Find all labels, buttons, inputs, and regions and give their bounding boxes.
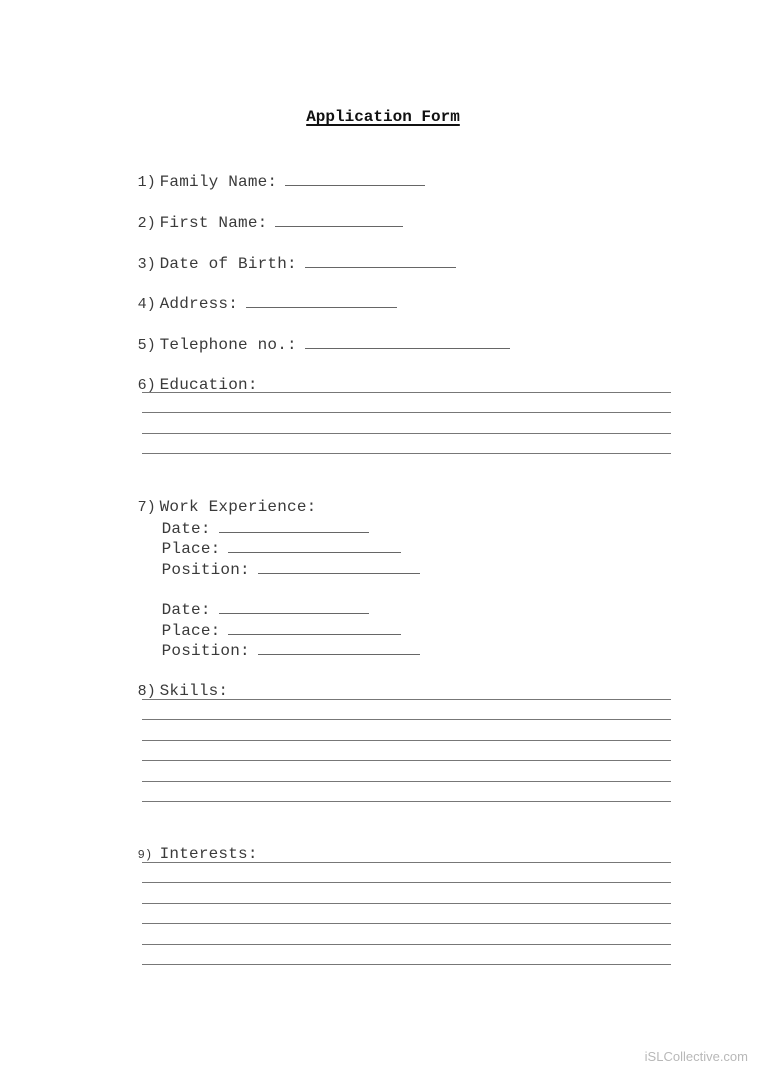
item-number: 9) <box>137 848 153 862</box>
item-number: 1) <box>137 174 157 191</box>
address-blank[interactable] <box>246 293 397 308</box>
item-number: 7) <box>137 499 157 516</box>
first-name-blank[interactable] <box>275 212 403 227</box>
dob-label: Date of Birth: <box>159 255 297 273</box>
work-position-label: Position: <box>161 561 250 579</box>
skills-line[interactable] <box>142 740 671 741</box>
item-number: 6) <box>137 377 157 394</box>
item-number: 4) <box>137 296 157 313</box>
item-number: 3) <box>137 256 157 273</box>
page-title: Application Form <box>306 108 460 126</box>
telephone-label: Telephone no.: <box>159 336 297 354</box>
skills-label: Skills: <box>159 682 229 700</box>
interests-line[interactable] <box>142 923 671 924</box>
work-position-row-1 <box>142 539 420 580</box>
family-name-row <box>118 151 425 193</box>
education-row <box>118 355 258 396</box>
item-number: 8) <box>137 683 157 700</box>
telephone-row <box>118 314 510 356</box>
skills-line[interactable] <box>142 781 671 782</box>
work-experience-label: Work Experience: <box>159 498 317 516</box>
work-place-label: Place: <box>161 540 221 558</box>
work-position-blank[interactable] <box>258 559 420 574</box>
interests-line[interactable] <box>142 944 671 945</box>
work-position-blank[interactable] <box>258 640 420 655</box>
work-position-label: Position: <box>161 642 250 660</box>
interests-row <box>118 824 258 865</box>
address-row <box>118 273 397 315</box>
work-date-label: Date: <box>161 520 211 538</box>
item-number: 5) <box>137 337 157 354</box>
interests-line[interactable] <box>142 882 671 883</box>
skills-line[interactable] <box>142 719 671 720</box>
dob-row <box>118 233 456 275</box>
skills-line[interactable] <box>142 760 671 761</box>
first-name-label: First Name: <box>159 214 268 232</box>
address-label: Address: <box>159 295 239 313</box>
education-line[interactable] <box>142 433 671 434</box>
interests-line[interactable] <box>142 964 671 965</box>
education-line[interactable] <box>142 412 671 413</box>
dob-blank[interactable] <box>305 253 456 268</box>
work-position-row-2 <box>142 620 420 661</box>
work-place-label: Place: <box>161 622 221 640</box>
interests-line[interactable] <box>142 862 671 863</box>
education-line[interactable] <box>142 453 671 454</box>
first-name-row <box>118 192 403 234</box>
watermark: iSLCollective.com <box>644 1049 748 1064</box>
work-date-label: Date: <box>161 601 211 619</box>
family-name-blank[interactable] <box>285 171 425 186</box>
skills-row <box>118 661 228 702</box>
telephone-blank[interactable] <box>305 334 510 349</box>
interests-label: Interests: <box>159 845 258 863</box>
interests-line[interactable] <box>142 903 671 904</box>
education-label: Education: <box>159 376 258 394</box>
education-line[interactable] <box>142 392 671 393</box>
skills-line[interactable] <box>142 801 671 802</box>
family-name-label: Family Name: <box>159 173 278 191</box>
item-number: 2) <box>137 215 157 232</box>
skills-line[interactable] <box>142 699 671 700</box>
